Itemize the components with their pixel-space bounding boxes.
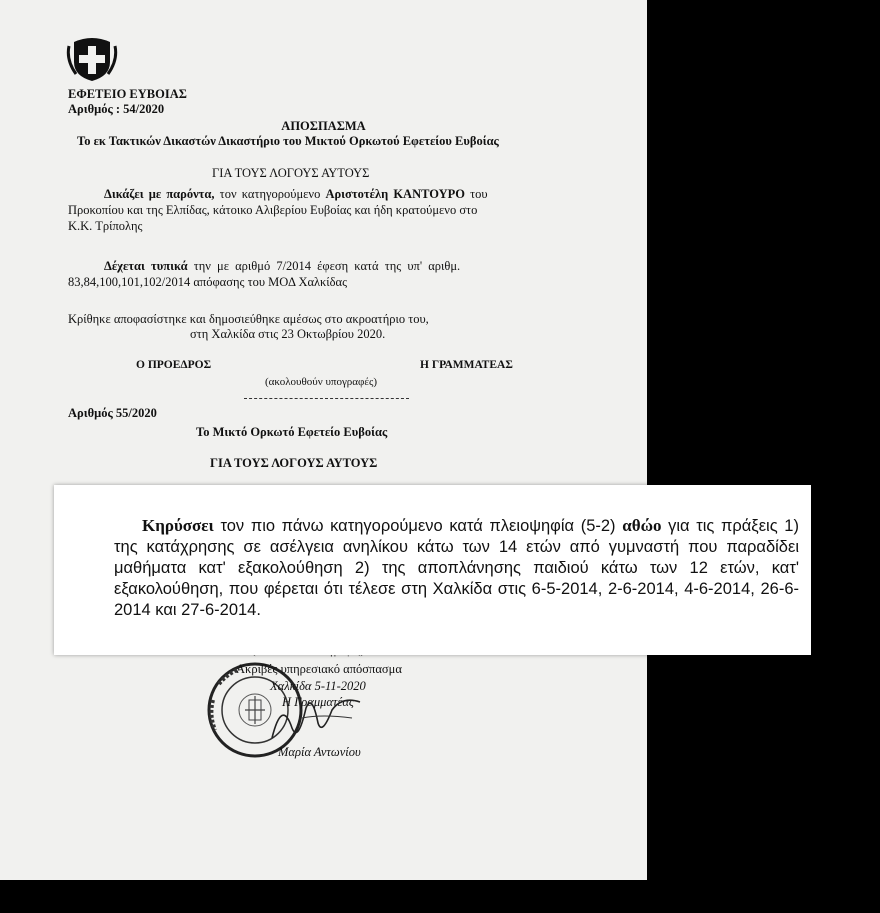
p1-rest: του (470, 187, 488, 201)
verdict-bold-1: Κηρύσσει (142, 516, 214, 535)
secretary-name: Μαρία Αντωνίου (278, 745, 361, 759)
p2-bold: Δέχεται τυπικά (104, 259, 188, 273)
signatures-note: (ακολουθούν υπογραφές) (265, 376, 378, 388)
paragraph-1-line-1 (104, 187, 488, 202)
extract-title: ΑΠΟΣΠΑΣΜΑ (281, 119, 366, 133)
second-case-number: Αριθμός 55/2020 (68, 406, 157, 420)
paragraph-3-line-1: Κρίθηκε αποφασίστηκε και δημοσιεύθηκε αμέσως στο ακροατήριο του, (68, 312, 429, 326)
secretary-label: Η ΓΡΑΜΜΑΤΕΑΣ (420, 359, 513, 371)
p1-text: τον κατηγορούμενο (219, 187, 321, 201)
extract-subtitle: Το εκ Τακτικών Δικαστών Δικαστήριο του Μικτού Ορκωτού Εφετείου Ευβοίας (77, 134, 499, 148)
highlighted-verdict-box (54, 485, 811, 655)
place-date: Χαλκίδα 5-11-2020 (270, 679, 366, 693)
court-name: ΕΦΕΤΕΙΟ ΕΥΒΟΙΑΣ (68, 87, 187, 101)
paragraph-1-line-3: Κ.Κ. Τρίπολης (68, 219, 143, 233)
paragraph-2-line-1 (104, 259, 460, 274)
greek-coat-of-arms-emblem (66, 36, 118, 82)
defendant-name: Αριστοτέλη ΚΑΝΤΟΥΡΟ (325, 187, 465, 201)
reasons-heading: ΓΙΑ ΤΟΥΣ ΛΟΓΟΥΣ ΑΥΤΟΥΣ (212, 166, 370, 180)
secretary-role: Η Γραμματέας (282, 695, 354, 709)
president-label: Ο ΠΡΟΕΔΡΟΣ (136, 359, 212, 371)
paragraph-2-line-2: 83,84,100,101,102/2014 απόφασης του ΜΟΔ Χαλκίδας (68, 275, 348, 289)
certified-extract-label: Ακριβές υπηρεσιακό απόσπασμα (236, 662, 402, 676)
case-number: Αριθμός : 54/2020 (68, 102, 165, 116)
p1-bold: Δικάζει με παρόντα, (104, 187, 215, 201)
paragraph-1-line-2: Προκοπίου και της Ελπίδας, κάτοικο Αλιβερίου Ευβοίας και ήδη κρατούμενο στο (68, 203, 478, 217)
verdict-bold-2: αθώο (622, 516, 662, 535)
second-reasons-heading: ΓΙΑ ΤΟΥΣ ΛΟΓΟΥΣ ΑΥΤΟΥΣ (210, 456, 378, 470)
separator-line (244, 398, 409, 399)
paragraph-3-line-2: στη Χαλκίδα στις 23 Οκτωβρίου 2020. (190, 327, 386, 341)
verdict-text-2: για τις πράξεις 1) της κατάχρησης σε ασέλγεια ανηλίκου κάτω των 14 ετών από γυμναστή που παραδίδει μαθήματα κατ' εξακολούθηση 2) της αποπλάνησης παιδιού κάτω των 12 ετών, κατ' εξακολούθηση, που φέρεται ότι τέλεσε στη Χαλκίδα στις 6-5-2014, 2-6-2014, 4-6-2014, 26-6-2014 και 27-6-2014. (114, 517, 799, 619)
p2-text: την με αριθμό 7/2014 έφεση κατά της υπ' αριθμ. (193, 259, 461, 273)
second-court-name: Το Μικτό Ορκωτό Εφετείο Ευβοίας (196, 425, 388, 439)
handwritten-signature (262, 688, 372, 748)
verdict-text-1: τον πιο πάνω κατηγορούμενο κατά πλειοψηφία (5-2) (213, 517, 623, 535)
verdict-paragraph (114, 515, 799, 621)
